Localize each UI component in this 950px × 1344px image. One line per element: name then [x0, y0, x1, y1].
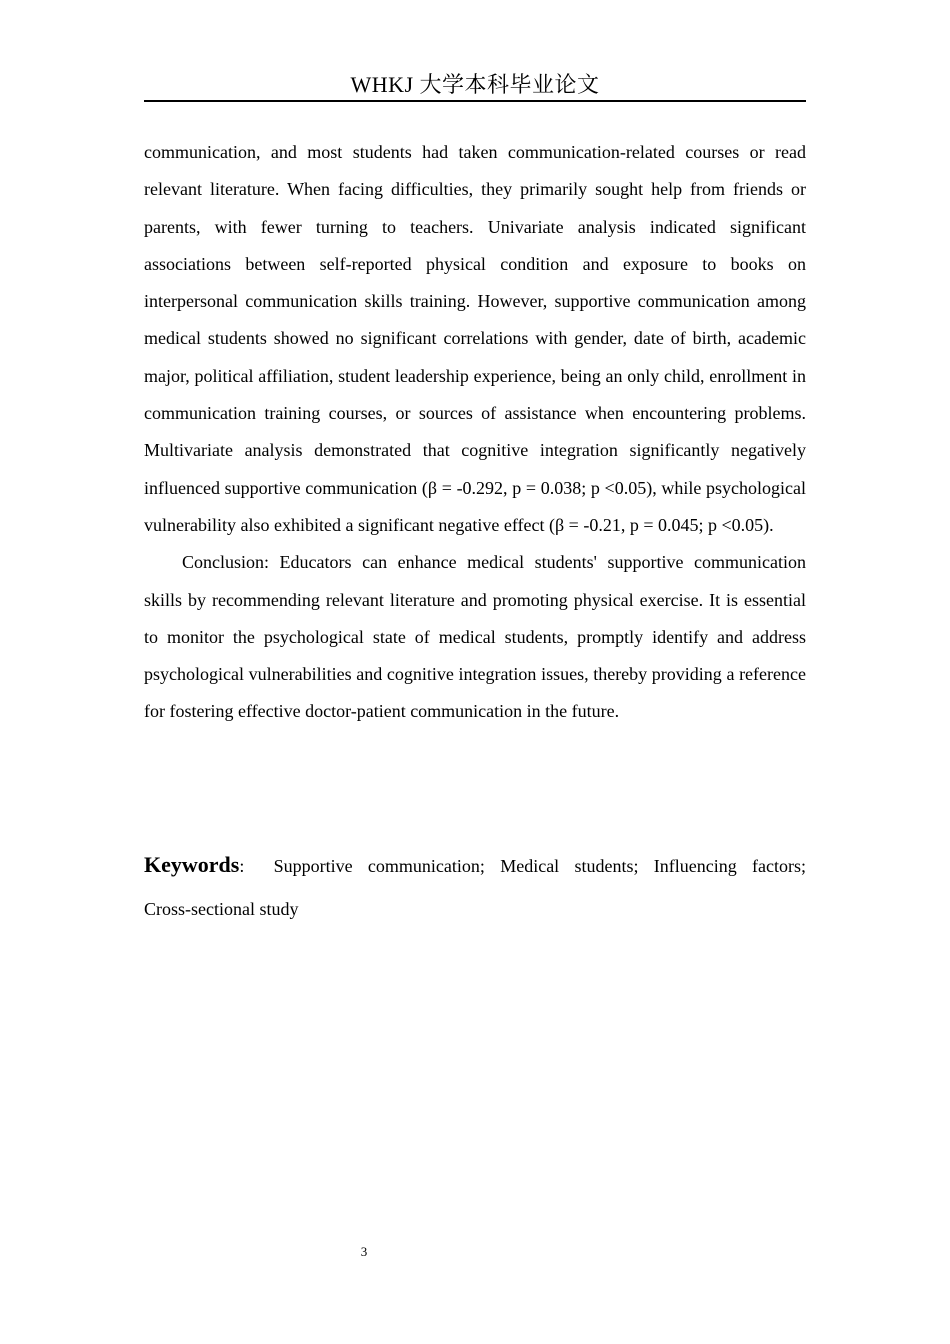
keywords-label: Keywords — [144, 852, 240, 877]
keyword-item: Medical students; — [500, 856, 639, 876]
page-number: 3 — [360, 1244, 368, 1259]
keyword-item: Supportive communication; — [273, 856, 485, 876]
conclusion-paragraph: Conclusion: Educators can enhance medical students' supportive communication skills by recommending relevant literature and promoting physical exercise. It is essential to monitor the psychological state of medical students, promptly identify and address psychological vulnerabilities and cognitive integration issues, thereby providing a reference for fostering effective doctor-patient communication in the future. — [144, 552, 806, 722]
abstract-body — [144, 134, 806, 731]
keywords-section — [144, 843, 806, 931]
results-paragraph: communication, and most students had taken communication-related courses or read relevant literature. When facing difficulties, they primarily sought help from friends or parents, with fewer turning to teachers. Univariate analysis indicated significant associations between self-reported physical condition and exposure to books on interpersonal communication skills training. However, supportive communication among medical students showed no significant correlations with gender, date of birth, academic major, political affiliation, student leadership experience, being an only child, enrollment in communication training courses, or sources of assistance when encountering problems. Multivariate analysis demonstrated that cognitive integration significantly negatively influenced supportive communication (β = -0.292, p = 0.038; p <0.05), while psychological vulnerability also exhibited a significant negative effect (β = -0.21, p = 0.045; p <0.05). — [144, 142, 806, 535]
keyword-item: Cross-sectional study — [144, 899, 299, 919]
header-title: WHKJ 大学本科毕业论文 — [350, 72, 600, 97]
keywords-separator: : — [239, 856, 245, 876]
page-header — [144, 70, 806, 102]
keyword-item: Influencing factors; — [653, 856, 806, 876]
